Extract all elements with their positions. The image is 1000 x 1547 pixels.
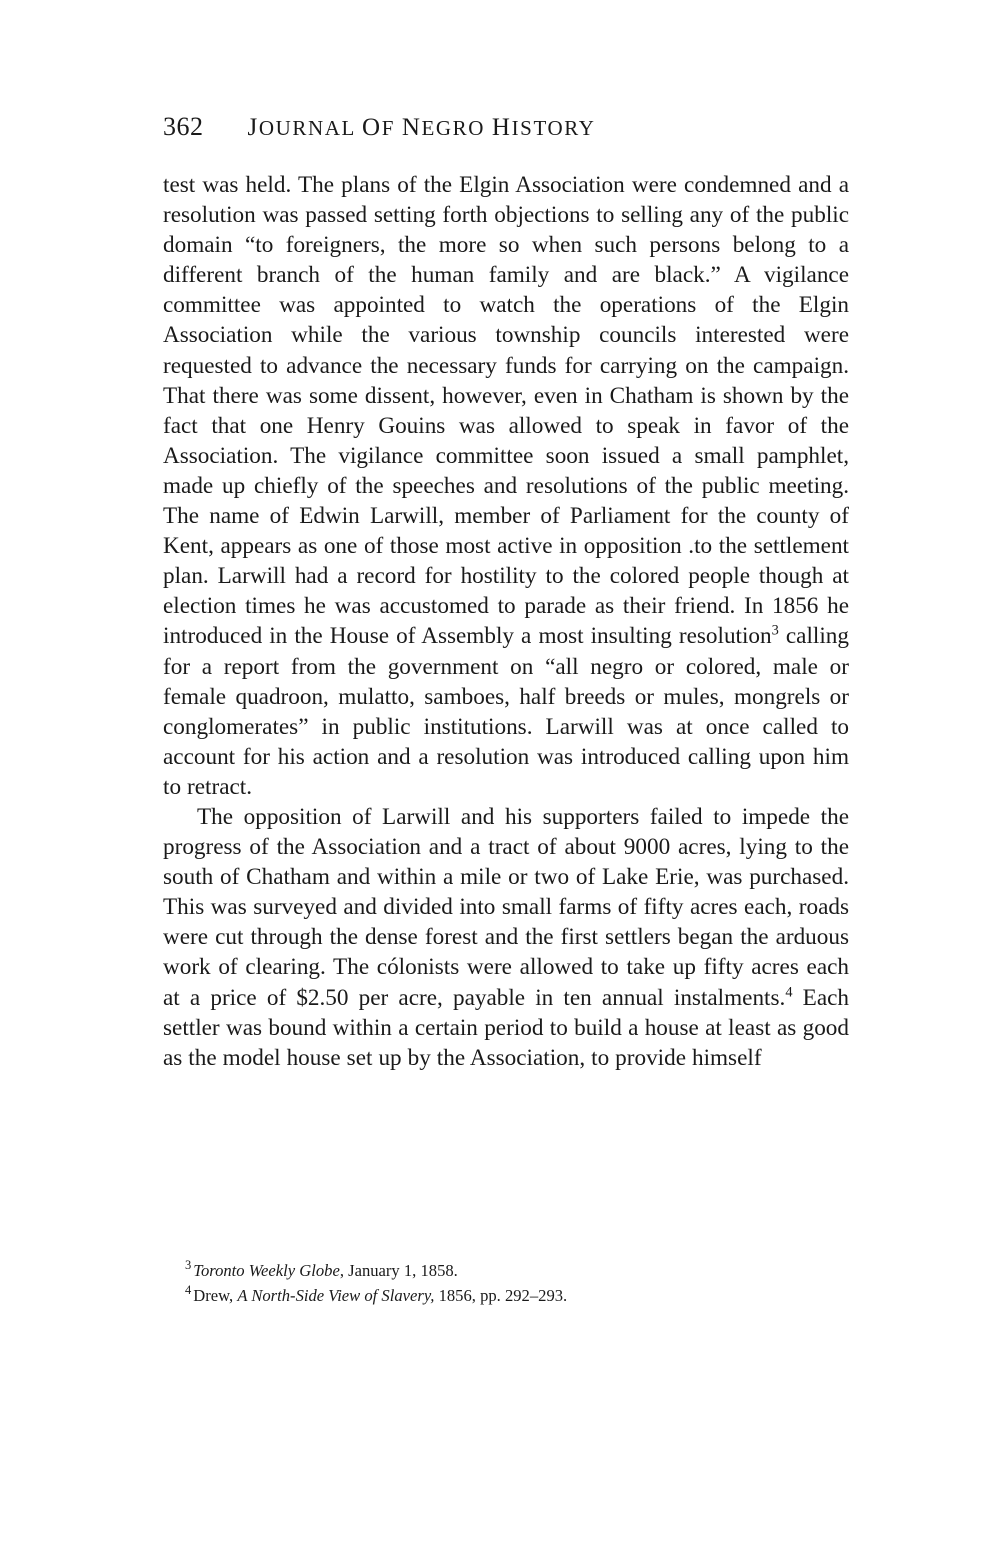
running-title-o: O [362,114,382,141]
paragraph-2-continued: Each settler was bound within a certain period to build a house at least as good as the model house set up by the Association, to provide himself [163,984,850,1071]
running-title-n: N [401,114,422,141]
paragraph-2 [163,802,849,1073]
page-header [163,112,843,146]
footnote-marker-4[interactable]: 4 [785,983,793,1000]
running-title-h: H [491,114,512,141]
running-title-j: J [247,114,259,141]
running-title-f: F [381,116,395,140]
footnote-3-rest: , January 1, 1858. [339,1261,458,1280]
page-number: 362 [163,112,204,141]
footnote-4-title: A North-Side View of Slavery, [237,1286,435,1305]
footnotes [163,1258,849,1308]
paragraph-1 [163,170,849,802]
paragraph-1-text: test was held. The plans of the Elgin Association were condemned and a resolution was passed setting forth objections to selling any of the public domain “to foreigners, the more so when such persons belong to a different branch of the human family and are black.” A vigilance committee was appointed to watch the operations of the Elgin Association while the various township councils interested were requested to advance the necessary funds for carrying on the campaign. That there was some dissent, however, even in Chatham is shown by the fact that one Henry Gouins was allowed to speak in favor of the Association. The vigilance committee soon issued a small pamphlet, made up chiefly of the speeches and resolutions of the public meeting. The name of Edwin Larwill, member of Parliament for the county of Kent, appears as one of those most active in opposition .to the settlement plan. Larwill had a record for hostility to the colored people though at election times he was accustomed to parade as their friend. In 1856 he introduced in the House of Assembly a most insulting resolution [163,172,849,650]
footnote-4-author: Drew, [193,1286,238,1305]
paragraph-1-continued: calling for a report from the government on “all negro or colored, male or female quadroon, mulatto, samboes, half breeds or mules, mongrels or conglomerates” in public institutions. Larwill was at once called to account for his action and a resolution was introduced calling upon him to retract. [163,623,849,800]
footnote-3-title: Toronto Weekly Globe [193,1261,340,1280]
running-title-egro: EGRO [421,116,486,140]
footnote-marker-3[interactable]: 3 [771,622,779,639]
footnote-4-number: 4 [185,1283,192,1298]
body-text [163,170,849,1073]
paragraph-2-text: The opposition of Larwill and his supporters failed to impede the progress of the Association and a tract of about 9000 acres, lying to the south of Chatham and within a mile or two of Lake Erie, was purchased. This was surveyed and divided into small farms of fifty acres each, roads were cut through the dense forest and the first settlers began the arduous work of clearing. The cólonists were allowed to take up fifty acres each at a price of $2.50 per acre, payable in ten annual instalments. [163,803,849,1011]
running-title-istory: ISTORY [511,116,596,140]
footnote-4-rest: 1856, pp. 292–293. [434,1286,568,1305]
footnote-4 [163,1283,849,1308]
footnote-3 [163,1258,849,1283]
running-title-ournal: OURNAL [258,116,356,140]
footnote-3-number: 3 [185,1258,192,1273]
running-title [248,114,596,142]
